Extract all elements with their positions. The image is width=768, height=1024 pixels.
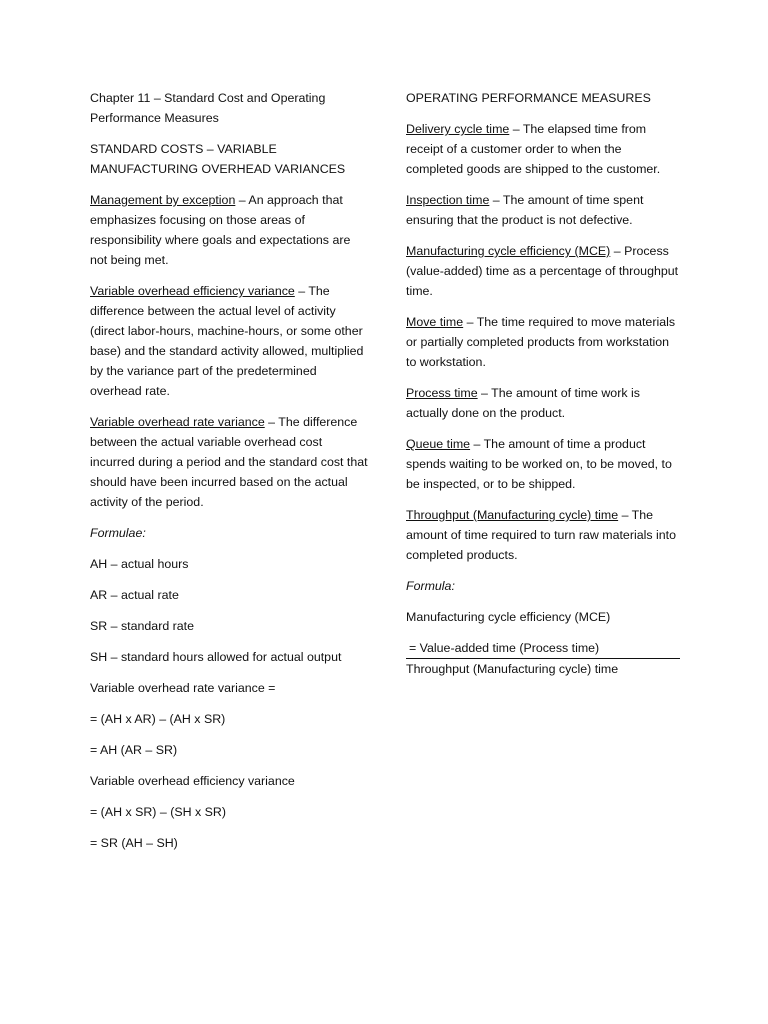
right-heading: OPERATING PERFORMANCE MEASURES (406, 91, 651, 105)
definition-term: Inspection time (406, 193, 490, 207)
definition-text: – The amount of time work is actually done on the product. (406, 386, 640, 420)
left-column (90, 88, 370, 864)
definition-term: Delivery cycle time (406, 122, 510, 136)
definition-term: Queue time (406, 437, 471, 451)
rate-variance-line-1: = (AH x AR) – (AH x SR) (90, 712, 226, 726)
rate-variance-line-2: = AH (AR – SR) (90, 743, 178, 757)
abbrev-ah: AH – actual hours (90, 557, 189, 571)
definition-text: – The difference between the actual level of activity (direct labor-hours, machine-hours, or some other base) and the standard activity allowed, multiplied by the variance part of the predetermined overhead rate. (90, 284, 364, 398)
definition-inspection-time (406, 190, 682, 230)
definition-term: Process time (406, 386, 478, 400)
definition-text: – The elapsed time from receipt of a customer order to when the completed goods are shipped to the customer. (406, 122, 661, 176)
abbrev-sh: SH – standard hours allowed for actual output (90, 650, 342, 664)
efficiency-variance-line-2: = SR (AH – SH) (90, 836, 178, 850)
section-heading: STANDARD COSTS – VARIABLE MANUFACTURING OVERHEAD VARIANCES (90, 142, 346, 176)
definition-move-time (406, 312, 682, 372)
definition-term: Move time (406, 315, 464, 329)
definition-process-time (406, 383, 682, 423)
definition-term: Management by exception (90, 193, 236, 207)
definition-term: Variable overhead rate variance (90, 415, 265, 429)
definition-term: Manufacturing cycle efficiency (MCE) (406, 244, 611, 258)
mce-numerator: = Value-added time (Process time) (409, 641, 600, 655)
definition-text: – The time required to move materials or partially completed products from workstation to workstation. (406, 315, 676, 369)
mce-label: Manufacturing cycle efficiency (MCE) (406, 610, 611, 624)
definition-term: Variable overhead efficiency variance (90, 284, 295, 298)
definition-text: – The amount of time spent ensuring that the product is not defective. (406, 193, 644, 227)
chapter-title: Chapter 11 – Standard Cost and Operating Performance Measures (90, 91, 326, 125)
definition-text: – The amount of time required to turn raw materials into completed products. (406, 508, 676, 562)
definition-vo-efficiency-variance (90, 281, 370, 401)
efficiency-variance-label: Variable overhead efficiency variance (90, 774, 295, 788)
definition-text: – The amount of time a product spends waiting to be worked on, to be moved, to be inspected, or to be shipped. (406, 437, 672, 491)
definition-management-by-exception (90, 190, 370, 270)
definition-vo-rate-variance (90, 412, 370, 512)
efficiency-variance-line-1: = (AH x SR) – (SH x SR) (90, 805, 226, 819)
definition-delivery-cycle-time (406, 119, 682, 179)
definition-text: – Process (value-added) time as a percentage of throughput time. (406, 244, 679, 298)
abbrev-sr: SR – standard rate (90, 619, 195, 633)
definition-queue-time (406, 434, 682, 494)
formula-label: Formula: (406, 579, 455, 593)
definition-text: – An approach that emphasizes focusing on those areas of responsibility where goals and expectations are not being met. (90, 193, 351, 267)
mce-fraction (406, 638, 682, 679)
definition-mce (406, 241, 682, 301)
formulae-label: Formulae: (90, 526, 146, 540)
definition-term: Throughput (Manufacturing cycle) time (406, 508, 619, 522)
definition-text: – The difference between the actual variable overhead cost incurred during a period and the standard cost that should have been incurred based on the actual activity of the period. (90, 415, 368, 509)
mce-denominator: Throughput (Manufacturing cycle) time (406, 662, 619, 676)
abbrev-ar: AR – actual rate (90, 588, 179, 602)
rate-variance-label: Variable overhead rate variance = (90, 681, 276, 695)
definition-throughput-time (406, 505, 682, 565)
right-column (406, 88, 682, 679)
